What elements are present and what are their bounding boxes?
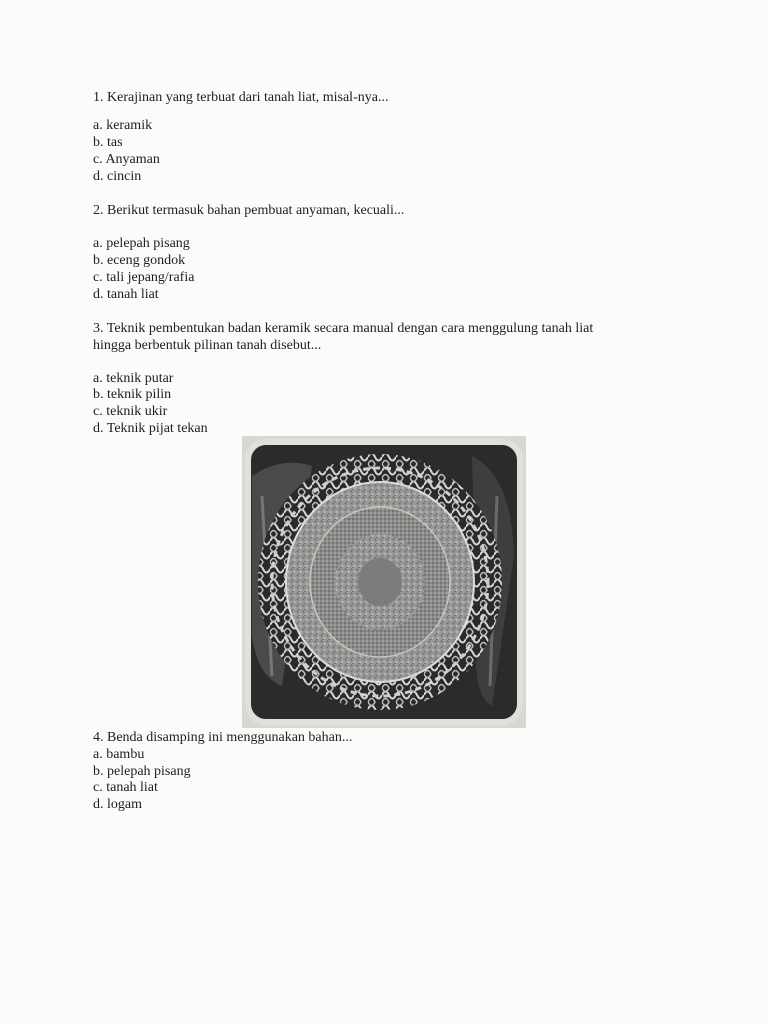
woven-tray-photo (242, 436, 526, 728)
question-4-text: 4. Benda disamping ini menggunakan bahan... (93, 730, 353, 745)
woven-round-tray-photo-icon (242, 436, 526, 728)
question-1-option-a: a. keramik (93, 118, 153, 133)
question-1-option-d: d. cincin (93, 169, 142, 184)
question-4-option-b: b. pelepah pisang (93, 764, 191, 779)
question-1-text: 1. Kerajinan yang terbuat dari tanah liat, misal-nya... (93, 90, 389, 105)
question-2-option-b: b. eceng gondok (93, 253, 186, 268)
question-3-text-line-1: 3. Teknik pembentukan badan keramik secara manual dengan cara menggulung tanah liat (93, 321, 594, 336)
question-4-option-d: d. logam (93, 797, 142, 812)
question-3-text-line-2: hingga berbentuk pilinan tanah disebut... (93, 338, 322, 353)
question-2-option-c: c. tali jepang/rafia (93, 270, 195, 285)
question-3-option-b: b. teknik pilin (93, 387, 172, 402)
question-1-option-c: c. Anyaman (93, 152, 160, 167)
question-1-option-b: b. tas (93, 135, 123, 150)
question-3-option-d: d. Teknik pijat tekan (93, 421, 208, 436)
question-4-option-a: a. bambu (93, 747, 145, 762)
question-4-option-c: c. tanah liat (93, 780, 158, 795)
question-2-option-d: d. tanah liat (93, 287, 159, 302)
question-2-option-a: a. pelepah pisang (93, 236, 190, 251)
question-3-option-c: c. teknik ukir (93, 404, 168, 419)
question-3-option-a: a. teknik putar (93, 371, 174, 386)
question-2-text: 2. Berikut termasuk bahan pembuat anyaman, kecuali... (93, 203, 405, 218)
